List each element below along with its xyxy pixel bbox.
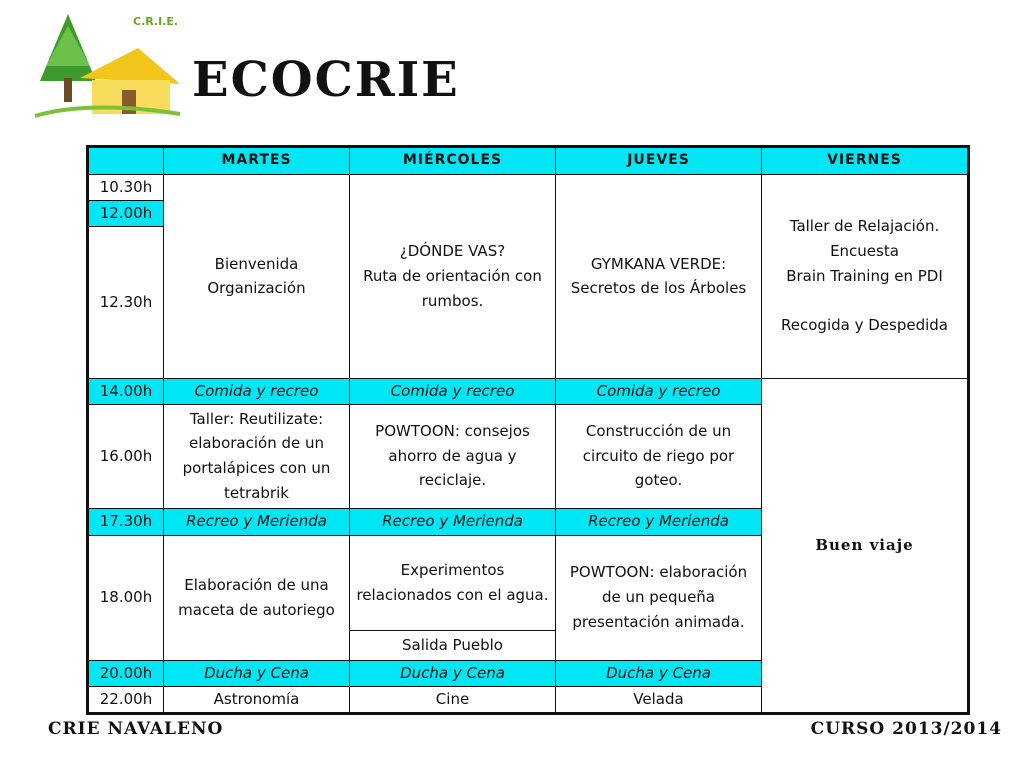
comida-cell: Comida y recreo [556,378,762,404]
viernes-morning [762,175,969,379]
cena-cell: Ducha y Cena [350,660,556,686]
martes-afternoon [164,404,350,508]
cell-line: POWTOON: consejos [375,421,530,440]
cell-line: goteo. [634,471,683,490]
jueves-evening [556,535,762,660]
day-header-miercoles: MIÉRCOLES [350,147,556,175]
merienda-cell: Recreo y Merienda [350,508,556,535]
miercoles-night: Cine [350,686,556,713]
logo-caption: C.R.I.E. [133,15,179,28]
miercoles-morning [350,175,556,379]
time-cell: 17.30h [88,508,164,535]
page-title: ECOCRIE [192,52,460,108]
cell-line: Recogida y Despedida [781,316,948,335]
time-cell: 12.00h [88,200,164,226]
cell-line: elaboración de un [188,434,325,453]
day-header-viernes: VIERNES [762,147,969,175]
cell-line: Ruta de orientación con [363,266,542,285]
cell-line: de un pequeña [601,588,715,607]
cell-line: Brain Training en PDI [786,266,943,285]
comida-cell: Comida y recreo [164,378,350,404]
jueves-afternoon [556,404,762,508]
jueves-morning [556,175,762,379]
cell-line: maceta de autoriego [178,600,335,619]
martes-night: Astronomía [164,686,350,713]
cell-line: Secretos de los Árboles [570,279,747,298]
cell-line: rumbos. [421,291,484,310]
cell-line: reciclaje. [418,471,487,490]
time-cell: 14.00h [88,378,164,404]
time-cell: 16.00h [88,404,164,508]
cell-line: circuito de riego por [582,446,735,465]
cell-line: portalápices con un [182,459,331,477]
time-cell: 12.30h [88,226,164,378]
cell-line: Taller: Reutilizate: [189,409,324,428]
cell-line: Taller de Relajación. [789,217,940,236]
cell-line: POWTOON: elaboración [569,563,748,582]
cell-line [766,289,963,314]
salida-pueblo-cell: Salida Pueblo [350,630,556,660]
schedule-table [86,145,970,715]
time-cell: 22.00h [88,686,164,713]
cell-line: Construcción de un [585,421,732,440]
cena-cell: Ducha y Cena [556,660,762,686]
header-corner [88,147,164,175]
time-cell: 20.00h [88,660,164,686]
jueves-night: Velada [556,686,762,713]
cell-line: GYMKANA VERDE: [590,254,727,273]
farewell-cell: Buen viaje [762,378,969,713]
cell-line: Organización [207,279,306,298]
miercoles-afternoon [350,404,556,508]
merienda-cell: Recreo y Merienda [164,508,350,535]
cell-line: presentación animada. [572,612,745,631]
time-cell: 18.00h [88,535,164,660]
cell-line: Bienvenida [214,254,299,273]
cell-line: Encuesta [830,242,899,261]
cell-line: ahorro de agua y [388,446,517,465]
cell-line: Elaboración de una [184,575,329,594]
day-header-martes: MARTES [164,147,350,175]
martes-morning [164,175,350,379]
merienda-cell: Recreo y Merienda [556,508,762,535]
cell-line: ¿DÓNDE VAS? [399,242,506,261]
footer-left: CRIE NAVALENO [48,719,224,739]
martes-evening [164,535,350,660]
cell-line: relacionados con el agua. [356,585,549,604]
footer-right: CURSO 2013/2014 [810,719,1002,739]
comida-cell: Comida y recreo [350,378,556,404]
cell-line: tetrabrik [224,483,289,502]
cell-line: Experimentos [400,560,505,579]
miercoles-evening [350,535,556,630]
day-header-jueves: JUEVES [556,147,762,175]
time-cell: 10.30h [88,175,164,201]
cena-cell: Ducha y Cena [164,660,350,686]
